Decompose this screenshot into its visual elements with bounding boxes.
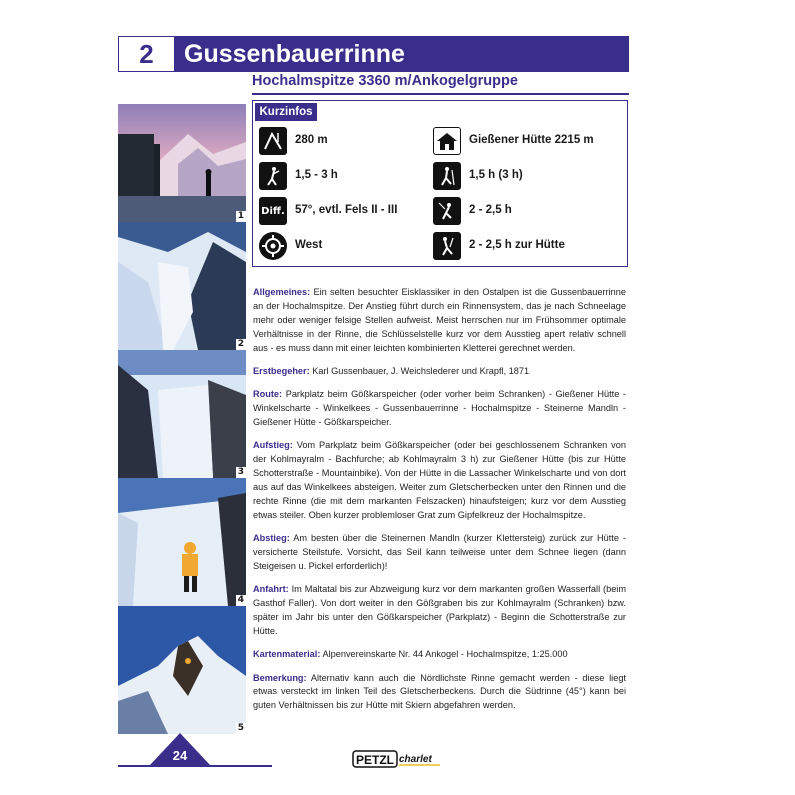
section-label: Bemerkung: [253,672,307,683]
difficulty-icon: Diff. [259,197,287,225]
info-return-time: 2 - 2,5 h zur Hütte [469,239,565,251]
section-text: Im Maltatal bis zur Abzweigung kurz vor dem markanten großen Wasserfall (beim Gasthof Faller). Von dort weiter in den Gößgraben bis zur Kohlmayralm (Schranken) bzw. später im Jahr bis unter den Gößkarspeicher (Parkplatz) - Beginn die Schotterstraße zur Hütte. [253,584,626,636]
section-text: Alpenvereinskarte Nr. 44 Ankogel - Hochalmspitze, 1:25.000 [320,649,568,660]
info-difficulty: 57°, evtl. Fels II - III [295,204,398,216]
section-text: Alternativ kann auch die Nördlichste Rinne gemacht werden - diese liegt etwas versteckt im linken Teil des Gletscherbeckens. Durch die Südrinne (45°) kann bei guten Verhältnissen bis zur Hütte mit Skiern abgefahren werden. [253,672,626,711]
section-text: Ein selten besuchter Eisklassiker in den Ostalpen ist die Gussenbauerrinne an der Hochalmspitze. Der Anstieg führt durch ein Rinnensystem, das je nach Schneelage mehr oder weniger felsige Stellen aufweist. Meist herrschen nur im Frühsommer optimale Verhältnisse in der Rinne, die Schlüsselstelle kurz vor dem Ausstieg apert relativ schnell aus - es muss dann mit einer leichten kombinierten Kletterei gerechnet werden. [253,287,626,353]
info-exposure: West [295,239,323,251]
photo-strip [118,104,246,734]
section-label: Erstbegeher: [253,365,310,376]
height-icon [259,127,287,155]
photo-hut-dawn [118,104,246,222]
section-label: Kartenmaterial: [253,649,321,660]
section-text: Am besten über die Steinernen Mandln (kurzer Klettersteig) zurück zur Hütte - versicherte Steilstufe. Vorsicht, das Seil kann teilweise unter dem Schnee liegen (dann Steigeisen u. Pickel erforderlich)! [253,533,626,571]
section-label: Anfahrt: [253,584,289,595]
page-subtitle: Hochalmspitze 3360 m/Ankogelgruppe [252,73,518,89]
descent-icon [433,197,461,225]
compass-icon [259,232,287,260]
section-anfahrt [253,583,626,639]
section-bemerkung [253,672,626,714]
info-hut: Gießener Hütte 2215 m [469,134,594,146]
kurzinfos-box [252,100,628,267]
section-allgemeines [253,286,626,356]
section-aufstieg [253,439,626,522]
photo-number: 1 [237,211,244,221]
section-abstieg [253,532,626,574]
svg-text:charlet: charlet [399,754,432,765]
section-text: Vom Parkplatz beim Gößkarspeicher (oder bei geschlossenem Schranken von der Kohlmayralm - Bachfurche; ab Kohlmayralm 3 h) zur Gießener Hütte (bis zur Hütte Schotterstraße - Mountainbike). Von der Hütte in die Lassacher Winkelscharte und von dort aus auf das Winkelkees absteigen. Weiter zum Gletscherbecken unter den Rinnen und die rechte Rinne (die mit dem markanten Felszacken) hinaufsteigen; kurz vor dem Ausstieg etwas steiler. Oben kurzer problemloser Grat zum Gipfelkreuz der Hochalmspitze. [253,440,626,520]
photo-number: 4 [237,595,244,605]
climb-time-icon [259,162,287,190]
section-label: Route: [253,389,283,400]
petzl-charlet-logo [352,750,444,768]
section-text: Parkplatz beim Gößkarspeicher (oder vorher beim Schranken) - Gießener Hütte - Winkelscharte - Winkelkees - Gussenbauerrinne - Hochalmspitze - Steinerne Mandln - Gießener Hütte - Gößkarspeicher. [253,389,626,428]
section-kartenmaterial [253,648,626,662]
page-title: Gussenbauerrinne [174,36,629,72]
section-erstbegeher [253,365,626,379]
section-label: Abstieg: [253,533,290,544]
ascent-hiker-icon [433,162,461,190]
photo-number: 2 [237,339,244,349]
photo-gully [118,350,246,478]
section-label: Aufstieg: [253,440,293,451]
chapter-number: 2 [118,36,174,72]
photo-glacier [118,222,246,350]
photo-ridge [118,606,246,734]
svg-text:PETZL: PETZL [356,753,394,767]
page-number: 24 [172,748,188,763]
info-height: 280 m [295,134,328,146]
hut-icon [433,127,461,155]
footer-rule [118,765,272,767]
info-ascent-time: 1,5 h (3 h) [469,169,523,181]
photo-number: 5 [237,723,244,733]
info-descent-time: 2 - 2,5 h [469,204,512,216]
kurzinfos-heading: Kurzinfos [255,103,317,121]
section-label: Allgemeines: [253,287,311,297]
section-route [253,388,626,430]
photo-number: 3 [237,467,244,477]
section-text: Karl Gussenbauer, J. Weichslederer und Krapfl, 1871 [309,365,530,376]
subtitle-rule [252,93,629,95]
return-hut-icon [433,232,461,260]
info-climb-time: 1,5 - 3 h [295,169,338,181]
photo-climber [118,478,246,606]
route-description [253,286,626,723]
